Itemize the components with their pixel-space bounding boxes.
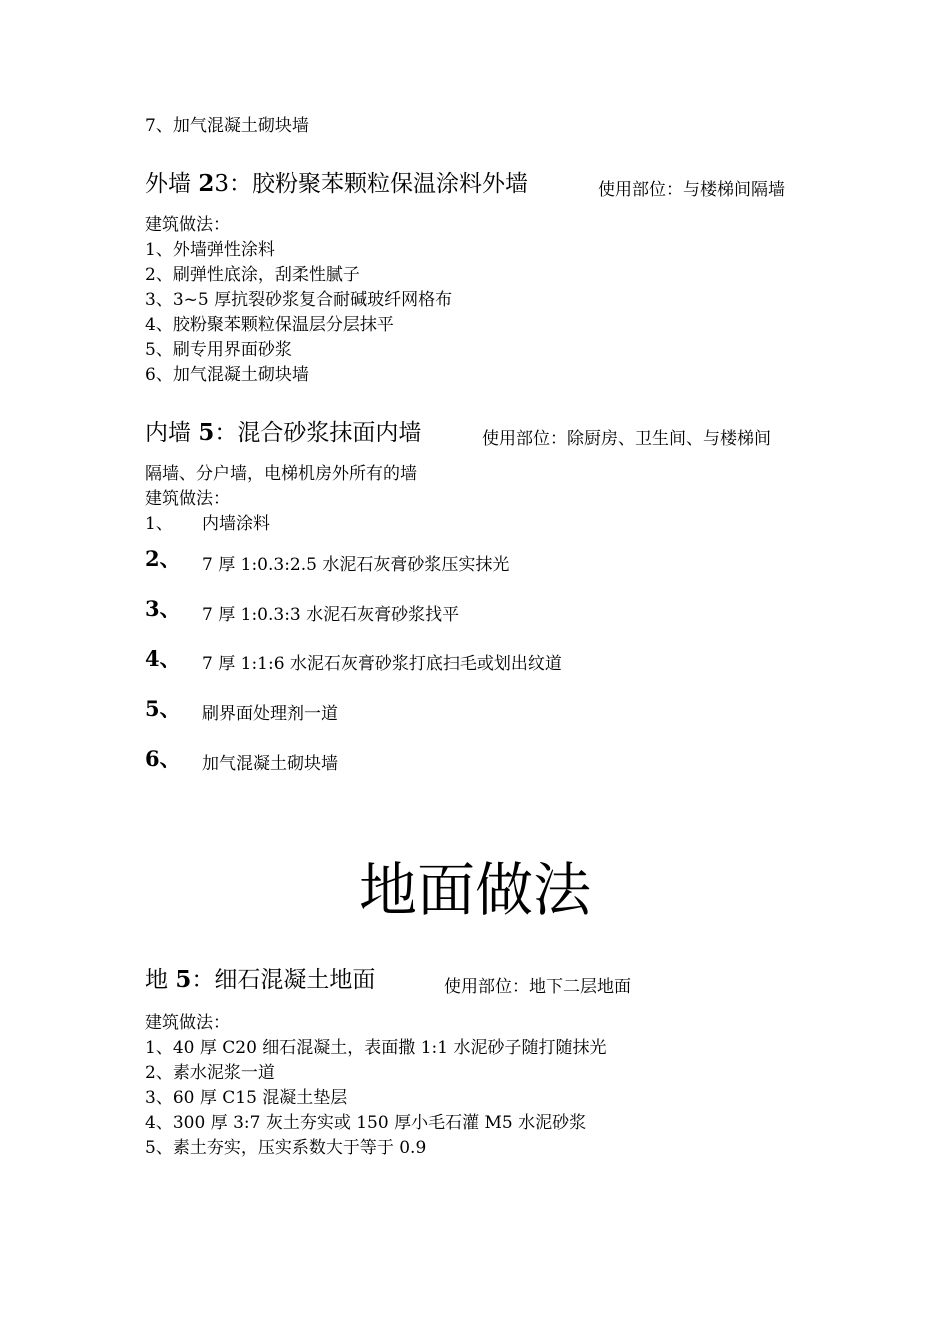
wall23-step: 6、加气混凝土砌块墙 bbox=[145, 365, 309, 385]
inner5-step-text: 加气混凝土砌块墙 bbox=[202, 754, 338, 774]
inner5-step-text: 刷界面处理剂一道 bbox=[202, 704, 338, 724]
wall23-title: ：胶粉聚苯颗粒保温涂料外墙 bbox=[228, 171, 528, 197]
inner5-step-number: 2、 bbox=[145, 546, 181, 571]
inner5-step-number: 6、 bbox=[145, 746, 181, 771]
floor5-prefix: 地 bbox=[145, 967, 176, 993]
section-title: 地面做法 bbox=[358, 856, 591, 924]
inner5-location: 使用部位：除厨房、卫生间、与楼梯间 bbox=[482, 429, 771, 449]
inner5-step1-text: 内墙涂料 bbox=[202, 514, 270, 534]
floor5-step-list bbox=[145, 1036, 606, 1161]
inner5-step1-number: 1、 bbox=[145, 514, 173, 534]
inner5-title: ：混合砂浆抹面内墙 bbox=[214, 420, 422, 446]
floor5-number: 5 bbox=[175, 966, 192, 993]
floor5-step: 2、素水泥浆一道 bbox=[145, 1063, 275, 1083]
wall23-heading bbox=[145, 169, 528, 199]
wall23-location: 使用部位：与楼梯间隔墙 bbox=[598, 180, 785, 200]
inner5-step-text: 7 厚 1:0.3:2.5 水泥石灰膏砂浆压实抹光 bbox=[202, 555, 510, 575]
inner5-number: 5 bbox=[198, 419, 215, 446]
inner5-step-text: 7 厚 1:0.3:3 水泥石灰膏砂浆找平 bbox=[202, 605, 460, 625]
wall23-step: 3、3~5 厚抗裂砂浆复合耐碱玻纤网格布 bbox=[145, 290, 453, 310]
inner5-step-number: 3、 bbox=[145, 596, 181, 621]
inner5-step-text: 7 厚 1:1:6 水泥石灰膏砂浆打底扫毛或划出纹道 bbox=[202, 654, 562, 674]
floor5-step: 1、40 厚 C20 细石混凝土，表面撒 1:1 水泥砂子随打随抹光 bbox=[145, 1038, 607, 1058]
inner5-heading bbox=[145, 418, 421, 448]
wall23-method-label: 建筑做法： bbox=[145, 215, 230, 235]
top-list-item: 7、加气混凝土砌块墙 bbox=[145, 116, 309, 136]
wall23-step: 1、外墙弹性涂料 bbox=[145, 240, 275, 260]
floor5-method-label: 建筑做法： bbox=[145, 1013, 230, 1033]
floor5-title: ：细石混凝土地面 bbox=[191, 967, 376, 993]
wall23-prefix: 外墙 bbox=[145, 171, 199, 197]
wall23-step: 5、刷专用界面砂浆 bbox=[145, 340, 292, 360]
inner5-step-number: 4、 bbox=[145, 646, 181, 671]
inner5-location-continued: 隔墙、分户墙，电梯机房外所有的墙 bbox=[145, 464, 417, 484]
wall23-step: 2、刷弹性底涂，刮柔性腻子 bbox=[145, 265, 360, 285]
floor5-step: 3、60 厚 C15 混凝土垫层 bbox=[145, 1088, 348, 1108]
floor5-step: 4、300 厚 3:7 灰土夯实或 150 厚小毛石灌 M5 水泥砂浆 bbox=[145, 1113, 587, 1133]
wall23-number: 2 bbox=[198, 170, 215, 197]
inner5-prefix: 内墙 bbox=[145, 420, 199, 446]
floor5-location: 使用部位：地下二层地面 bbox=[444, 977, 631, 997]
floor5-heading bbox=[145, 965, 375, 995]
wall23-step-list bbox=[145, 238, 452, 388]
inner5-method-label: 建筑做法： bbox=[145, 489, 230, 509]
floor5-step: 5、素土夯实，压实系数大于等于 0.9 bbox=[145, 1138, 427, 1158]
wall23-step: 4、胶粉聚苯颗粒保温层分层抹平 bbox=[145, 315, 394, 335]
wall23-number-rest: 3 bbox=[214, 171, 229, 197]
inner5-step-number: 5、 bbox=[145, 696, 181, 721]
